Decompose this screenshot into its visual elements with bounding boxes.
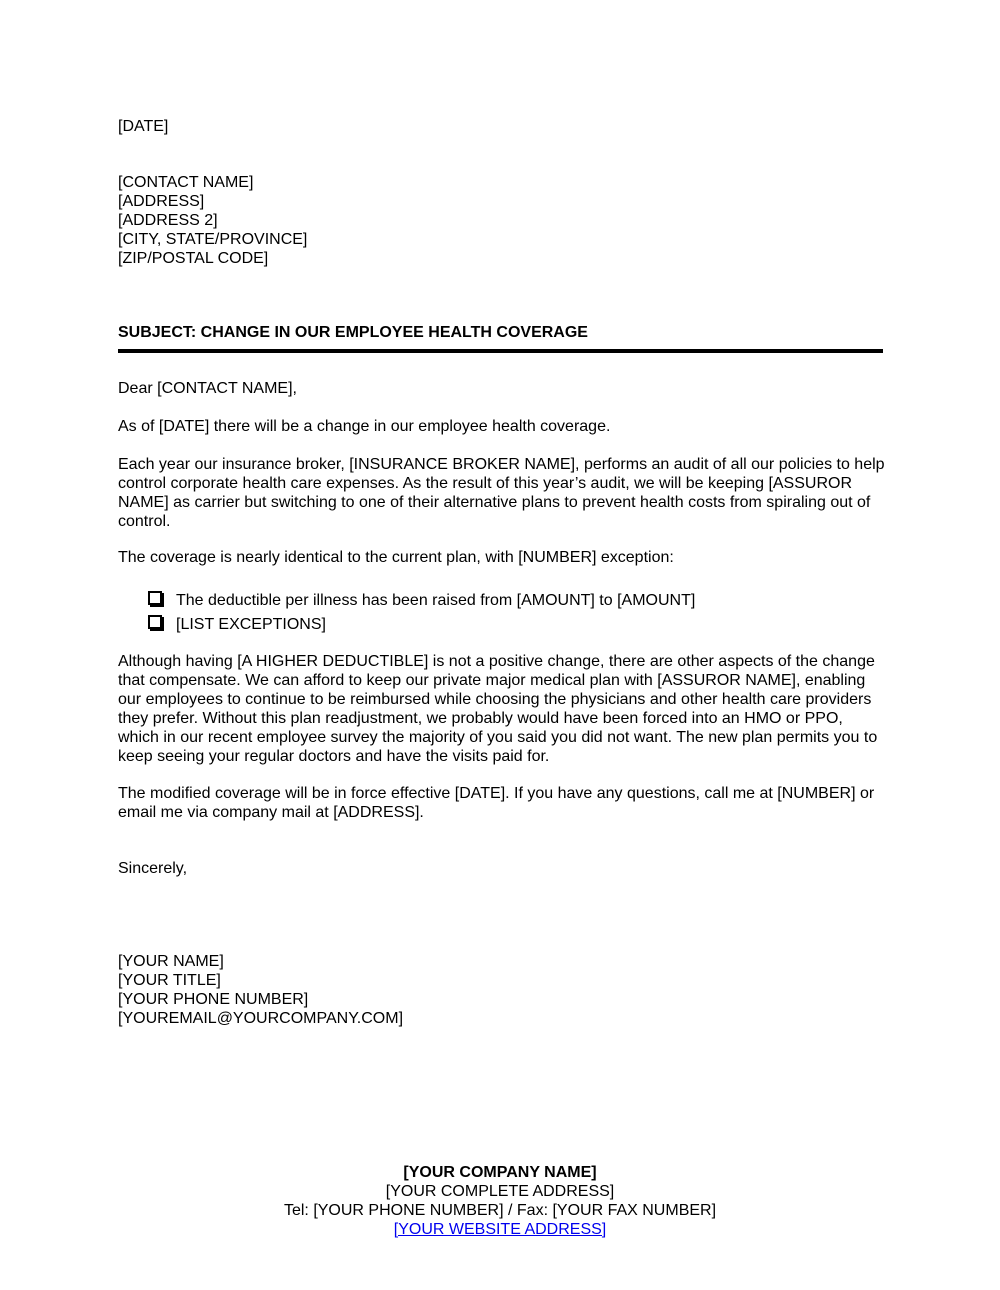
paragraph-2: Each year our insurance broker, [INSURANCE BROKER NAME], performs an audit of all our policies to help control corporate health care expenses. As the result of this year’s audit, we will be keeping [ASSUROR NAME] as carrier but switching to one of their alternative plans to prevent health costs from spiraling out of control.	[118, 456, 885, 530]
paragraph-1: As of [DATE] there will be a change in our employee health coverage.	[118, 418, 611, 435]
paragraph-5: The modified coverage will be in force effective [DATE]. If you have any questions, call me at [NUMBER] or email me via company mail at [ADDRESS].	[118, 785, 875, 821]
paragraph-3: The coverage is nearly identical to the current plan, with [NUMBER] exception:	[118, 549, 674, 566]
checkbox-icon	[148, 591, 162, 605]
exception-text: [LIST EXCEPTIONS]	[176, 616, 326, 633]
recipient-city: [CITY, STATE/PROVINCE]	[118, 231, 308, 248]
date-text: [DATE]	[118, 118, 169, 135]
exception-item	[148, 591, 848, 611]
closing: Sincerely,	[118, 860, 188, 877]
footer	[0, 1163, 1000, 1239]
sender-name: [YOUR NAME]	[118, 953, 224, 970]
recipient-address2: [ADDRESS 2]	[118, 212, 218, 229]
sender-title: [YOUR TITLE]	[118, 972, 221, 989]
sender-email: [YOUREMAIL@YOURCOMPANY.COM]	[118, 1010, 404, 1027]
recipient-name: [CONTACT NAME]	[118, 174, 254, 191]
exception-text: The deductible per illness has been raised from [AMOUNT] to [AMOUNT]	[176, 592, 696, 609]
footer-contact: Tel: [YOUR PHONE NUMBER] / Fax: [YOUR FAX NUMBER]	[283, 1202, 717, 1219]
salutation: Dear [CONTACT NAME],	[118, 380, 297, 397]
sender-phone: [YOUR PHONE NUMBER]	[118, 991, 309, 1008]
recipient-zip: [ZIP/POSTAL CODE]	[118, 250, 269, 267]
letter-date	[118, 117, 888, 136]
footer-website-link[interactable]: [YOUR WEBSITE ADDRESS]	[393, 1221, 607, 1238]
signature-block	[118, 952, 888, 1028]
footer-address: [YOUR COMPLETE ADDRESS]	[385, 1183, 615, 1200]
recipient-address: [ADDRESS]	[118, 193, 205, 210]
paragraph-4: Although having [A HIGHER DEDUCTIBLE] is not a positive change, there are other aspects of the change that compensate. We can afford to keep our private major medical plan with [ASSUROR NAME], enabling our employees to continue to be reimbursed while choosing the physicians and other health care providers they prefer. Without this plan readjustment, we probably would have been forced into an HMO or PPO, which in our recent employee survey the majority of you said you did not want. The new plan permits you to keep seeing your regular doctors and have the visits paid for.	[118, 653, 878, 765]
recipient-block	[118, 173, 888, 268]
exception-item	[148, 615, 848, 635]
subject-line: SUBJECT: CHANGE IN OUR EMPLOYEE HEALTH COVERAGE	[118, 324, 588, 341]
subject-divider	[118, 349, 883, 353]
checkbox-icon	[148, 615, 162, 629]
footer-company: [YOUR COMPANY NAME]	[403, 1164, 597, 1181]
